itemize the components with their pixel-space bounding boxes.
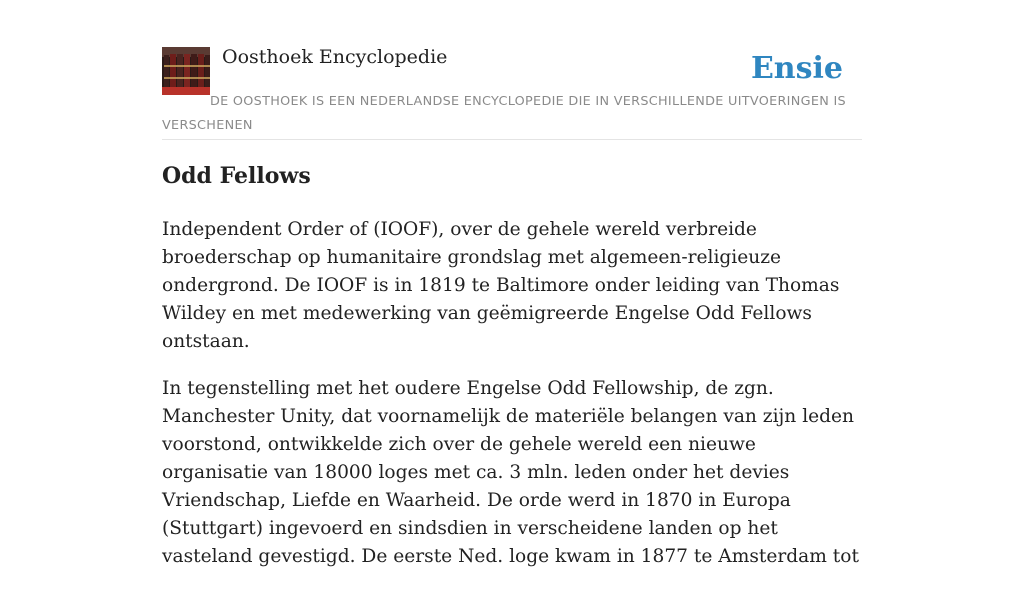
ensie-logo-link[interactable]: Ensie [750, 51, 843, 86]
article-body [162, 216, 864, 590]
article-title: Odd Fellows [162, 163, 311, 189]
site-name-link[interactable]: Oosthoek Encyclopedie [222, 46, 448, 68]
article-paragraph: In tegenstelling met het oudere Engelse Odd Fellowship, de zgn. Manchester Unity, dat voornamelijk de materiële belangen van zijn leden voorstond, ontwikkelde zich over de gehele wereld een nieuwe organisatie van 18000 loges met ca. 3 mln. leden onder het devies Vriendschap, Liefde en Waarheid. De orde werd in 1870 in Europa (Stuttgart) ingevoerd en sindsdien in verscheidene landen op het vasteland gevestigd. De eerste Ned. loge kwam in 1877 te Amsterdam tot [162, 378, 859, 567]
encyclopedia-books-icon [162, 47, 210, 95]
site-header [162, 0, 862, 140]
article-paragraph: Independent Order of (IOOF), over de gehele wereld verbreide broederschap op humanitaire grondslag met algemeen-religieuze ondergrond. De IOOF is in 1819 te Baltimore onder leiding van Thomas Wildey en met medewerking van geëmigreerde Engelse Odd Fellows ontstaan. [162, 219, 840, 352]
site-avatar[interactable] [162, 47, 210, 95]
page [162, 0, 862, 567]
site-tagline: DE OOSTHOEK IS EEN NEDERLANDSE ENCYCLOPEDIE DIE IN VERSCHILLENDE UITVOERINGEN IS VERSCHENEN [162, 94, 846, 133]
